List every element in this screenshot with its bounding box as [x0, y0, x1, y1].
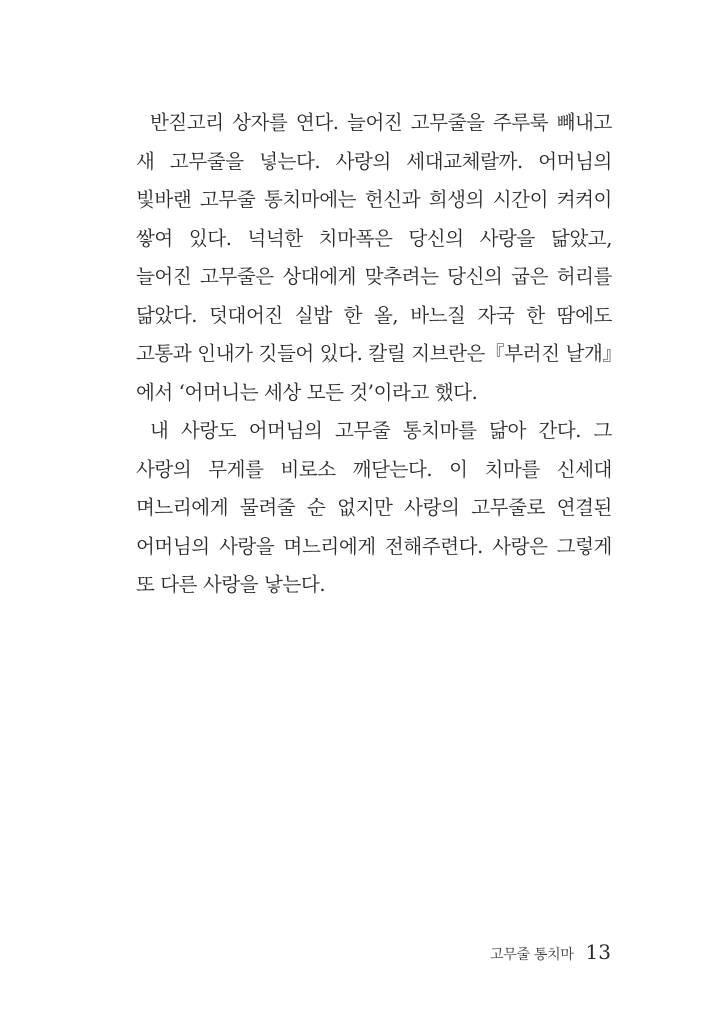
running-title: 고무줄 통치마	[490, 947, 574, 963]
paragraph-2: 내 사랑도 어머님의 고무줄 통치마를 닮아 간다. 그 사랑의 무게를 비로소 깨닫는다. 이 치마를 신세대 며느리에게 물려줄 순 없지만 사랑의 고무줄로 연결된 어머님의 사랑을 며느리에게 전해주련다. 사랑은 그렇게 또 다른 사랑을 낳는다.	[136, 419, 612, 596]
page-footer	[490, 940, 611, 964]
body-text	[136, 104, 612, 605]
page-number: 13	[585, 940, 611, 964]
paragraph-1: 반짇고리 상자를 연다. 늘어진 고무줄을 주루룩 빼내고 새 고무줄을 넣는다. 사랑의 세대교체랄까. 어머님의 빛바랜 고무줄 통치마에는 헌신과 희생의 시간이 켜켜이 쌓여 있다. 넉넉한 치마폭은 당신의 사랑을 닮았고, 늘어진 고무줄은 상대에게 맞추려는 당신의 굽은 허리를 닮았다. 덧대어진 실밥 한 올, 바느질 자국 한 땀에도 고통과 인내가 깃들어 있다. 칼릴 지브란은『부러진 날개』에서 ‘어머니는 세상 모든 것’이라고 했다.	[136, 111, 612, 404]
